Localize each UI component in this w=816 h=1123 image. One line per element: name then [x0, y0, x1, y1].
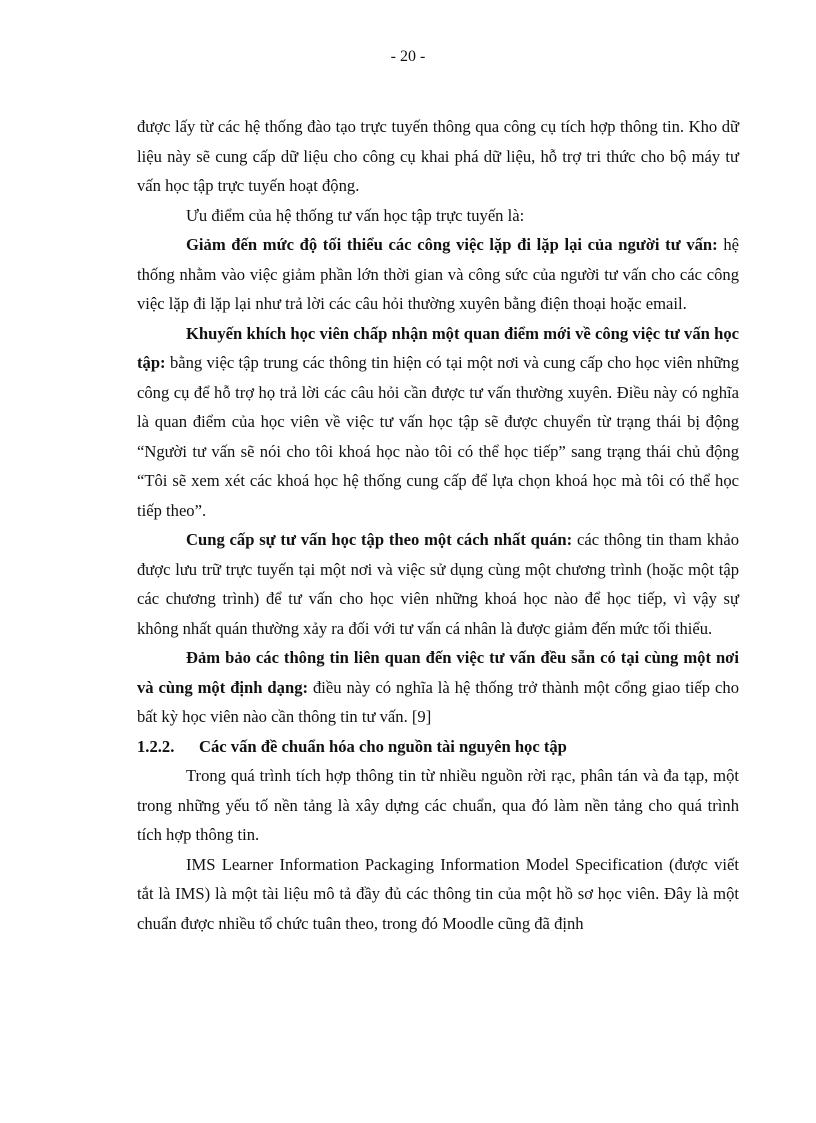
- paragraph: [137, 319, 739, 526]
- paragraph-text: điều này có nghĩa là hệ thống trở thành một cổng giao tiếp cho bất kỳ học viên nào cần thông tin tư vấn. [9]: [137, 677, 739, 726]
- paragraph-text: hệ thống nhằm vào việc giảm phần lớn thời gian và công sức của người tư vấn cho các công việc lặp đi lặp lại như trả lời các câu hỏi thường xuyên bằng điện thoại hoặc email.: [137, 235, 739, 313]
- paragraph-text: các thông tin tham khảo được lưu trữ trực tuyến tại một nơi và việc sử dụng cùng một chương trình (hoặc một tập các chương trình) để tư vấn cho học viên những khoá học nào để học tiếp, vì vậy sự không nhất quán thường xảy ra đối với tư vấn cá nhân là được giảm đến mức tối thiểu.: [137, 530, 740, 638]
- paragraph-lead: Giảm đến mức độ tối thiểu các công việc lặp đi lặp lại của người tư vấn:: [186, 235, 718, 254]
- paragraph: [137, 230, 739, 319]
- paragraph: [137, 525, 739, 643]
- paragraph-lead: Cung cấp sự tư vấn học tập theo một cách nhất quán:: [186, 530, 573, 549]
- section-number: 1.2.2.: [137, 736, 175, 756]
- paragraph: IMS Learner Information Packaging Information Model Specification (được viết tắt là IMS) là một tài liệu mô tả đầy đủ các thông tin của một hồ sơ học viên. Đây là một chuẩn được nhiều tổ chức tuân theo, trong đó Moodle cũng đã định: [137, 854, 739, 933]
- paragraph: Trong quá trình tích hợp thông tin từ nhiều nguồn rời rạc, phân tán và đa tạp, một trong những yếu tố nền tảng là xây dựng các chuẩn, qua đó làm nền tảng cho quá trình tích hợp thông tin.: [137, 766, 739, 844]
- paragraph-lead: Khuyến khích học viên chấp nhận một quan điểm mới về công việc tư vấn học tập:: [137, 323, 739, 372]
- document-body: [137, 112, 739, 938]
- paragraph: Ưu điểm của hệ thống tư vấn học tập trực tuyến là:: [186, 205, 525, 225]
- page-number: - 20 -: [390, 48, 426, 65]
- paragraph-lead: Đảm bảo các thông tin liên quan đến việc tư vấn đều sẵn có tại cùng một nơi và cùng một định dạng:: [137, 648, 739, 697]
- paragraph: được lấy từ các hệ thống đào tạo trực tuyến thông qua công cụ tích hợp thông tin. Kho dữ liệu này sẽ cung cấp dữ liệu cho công cụ khai phá dữ liệu, hỗ trợ tri thức cho bộ máy tư vấn học tập trực tuyến hoạt động.: [137, 117, 739, 195]
- paragraph: [137, 643, 739, 732]
- paragraph-text: bằng việc tập trung các thông tin hiện có tại một nơi và cung cấp cho học viên những công cụ để hỗ trợ họ trả lời các câu hỏi cần được tư vấn thường xuyên. Điều này có nghĩa là quan điểm của học viên về việc tư vấn học tập sẽ được chuyển từ trạng thái bị động “Người tư vấn sẽ nói cho tôi khoá học nào tôi có thể học tiếp” sang trạng thái chủ động “Tôi sẽ xem xét các khoá học hệ thống cung cấp để lựa chọn khoá học mà tôi có thể học tiếp theo”.: [137, 353, 739, 520]
- section-heading: [137, 732, 739, 762]
- section-title: Các vấn đề chuẩn hóa cho nguồn tài nguyên học tập: [199, 736, 567, 756]
